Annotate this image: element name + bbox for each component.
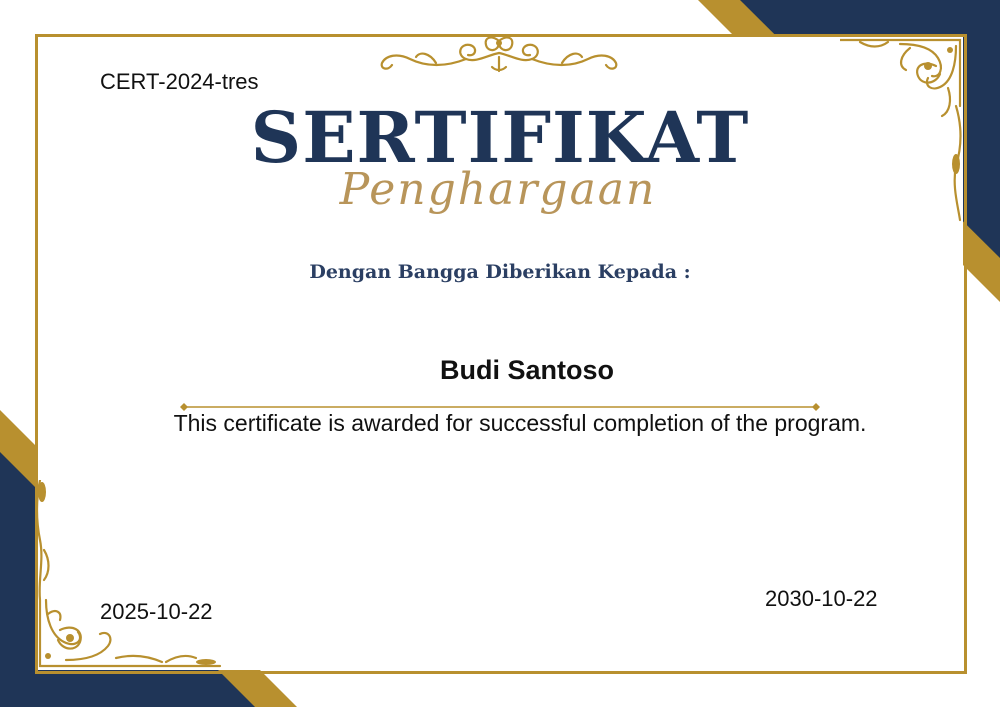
top-flourish-icon	[376, 33, 622, 75]
expiry-date: 2030-10-22	[765, 586, 878, 611]
certificate-title: SERTIFIKAT	[250, 96, 750, 179]
issue-date: 2025-10-22	[100, 599, 213, 624]
recipient-name: Budi Santoso	[440, 355, 614, 385]
presented-to-label: Dengan Bangga Diberikan Kepada :	[309, 261, 691, 283]
bottom-left-flourish-icon	[36, 480, 226, 670]
certificate-subtitle: Penghargaan	[339, 164, 657, 215]
certificate-id: CERT-2024-tres	[100, 69, 259, 94]
certificate-description: This certificate is awarded for successful completion of the program.	[173, 410, 867, 436]
